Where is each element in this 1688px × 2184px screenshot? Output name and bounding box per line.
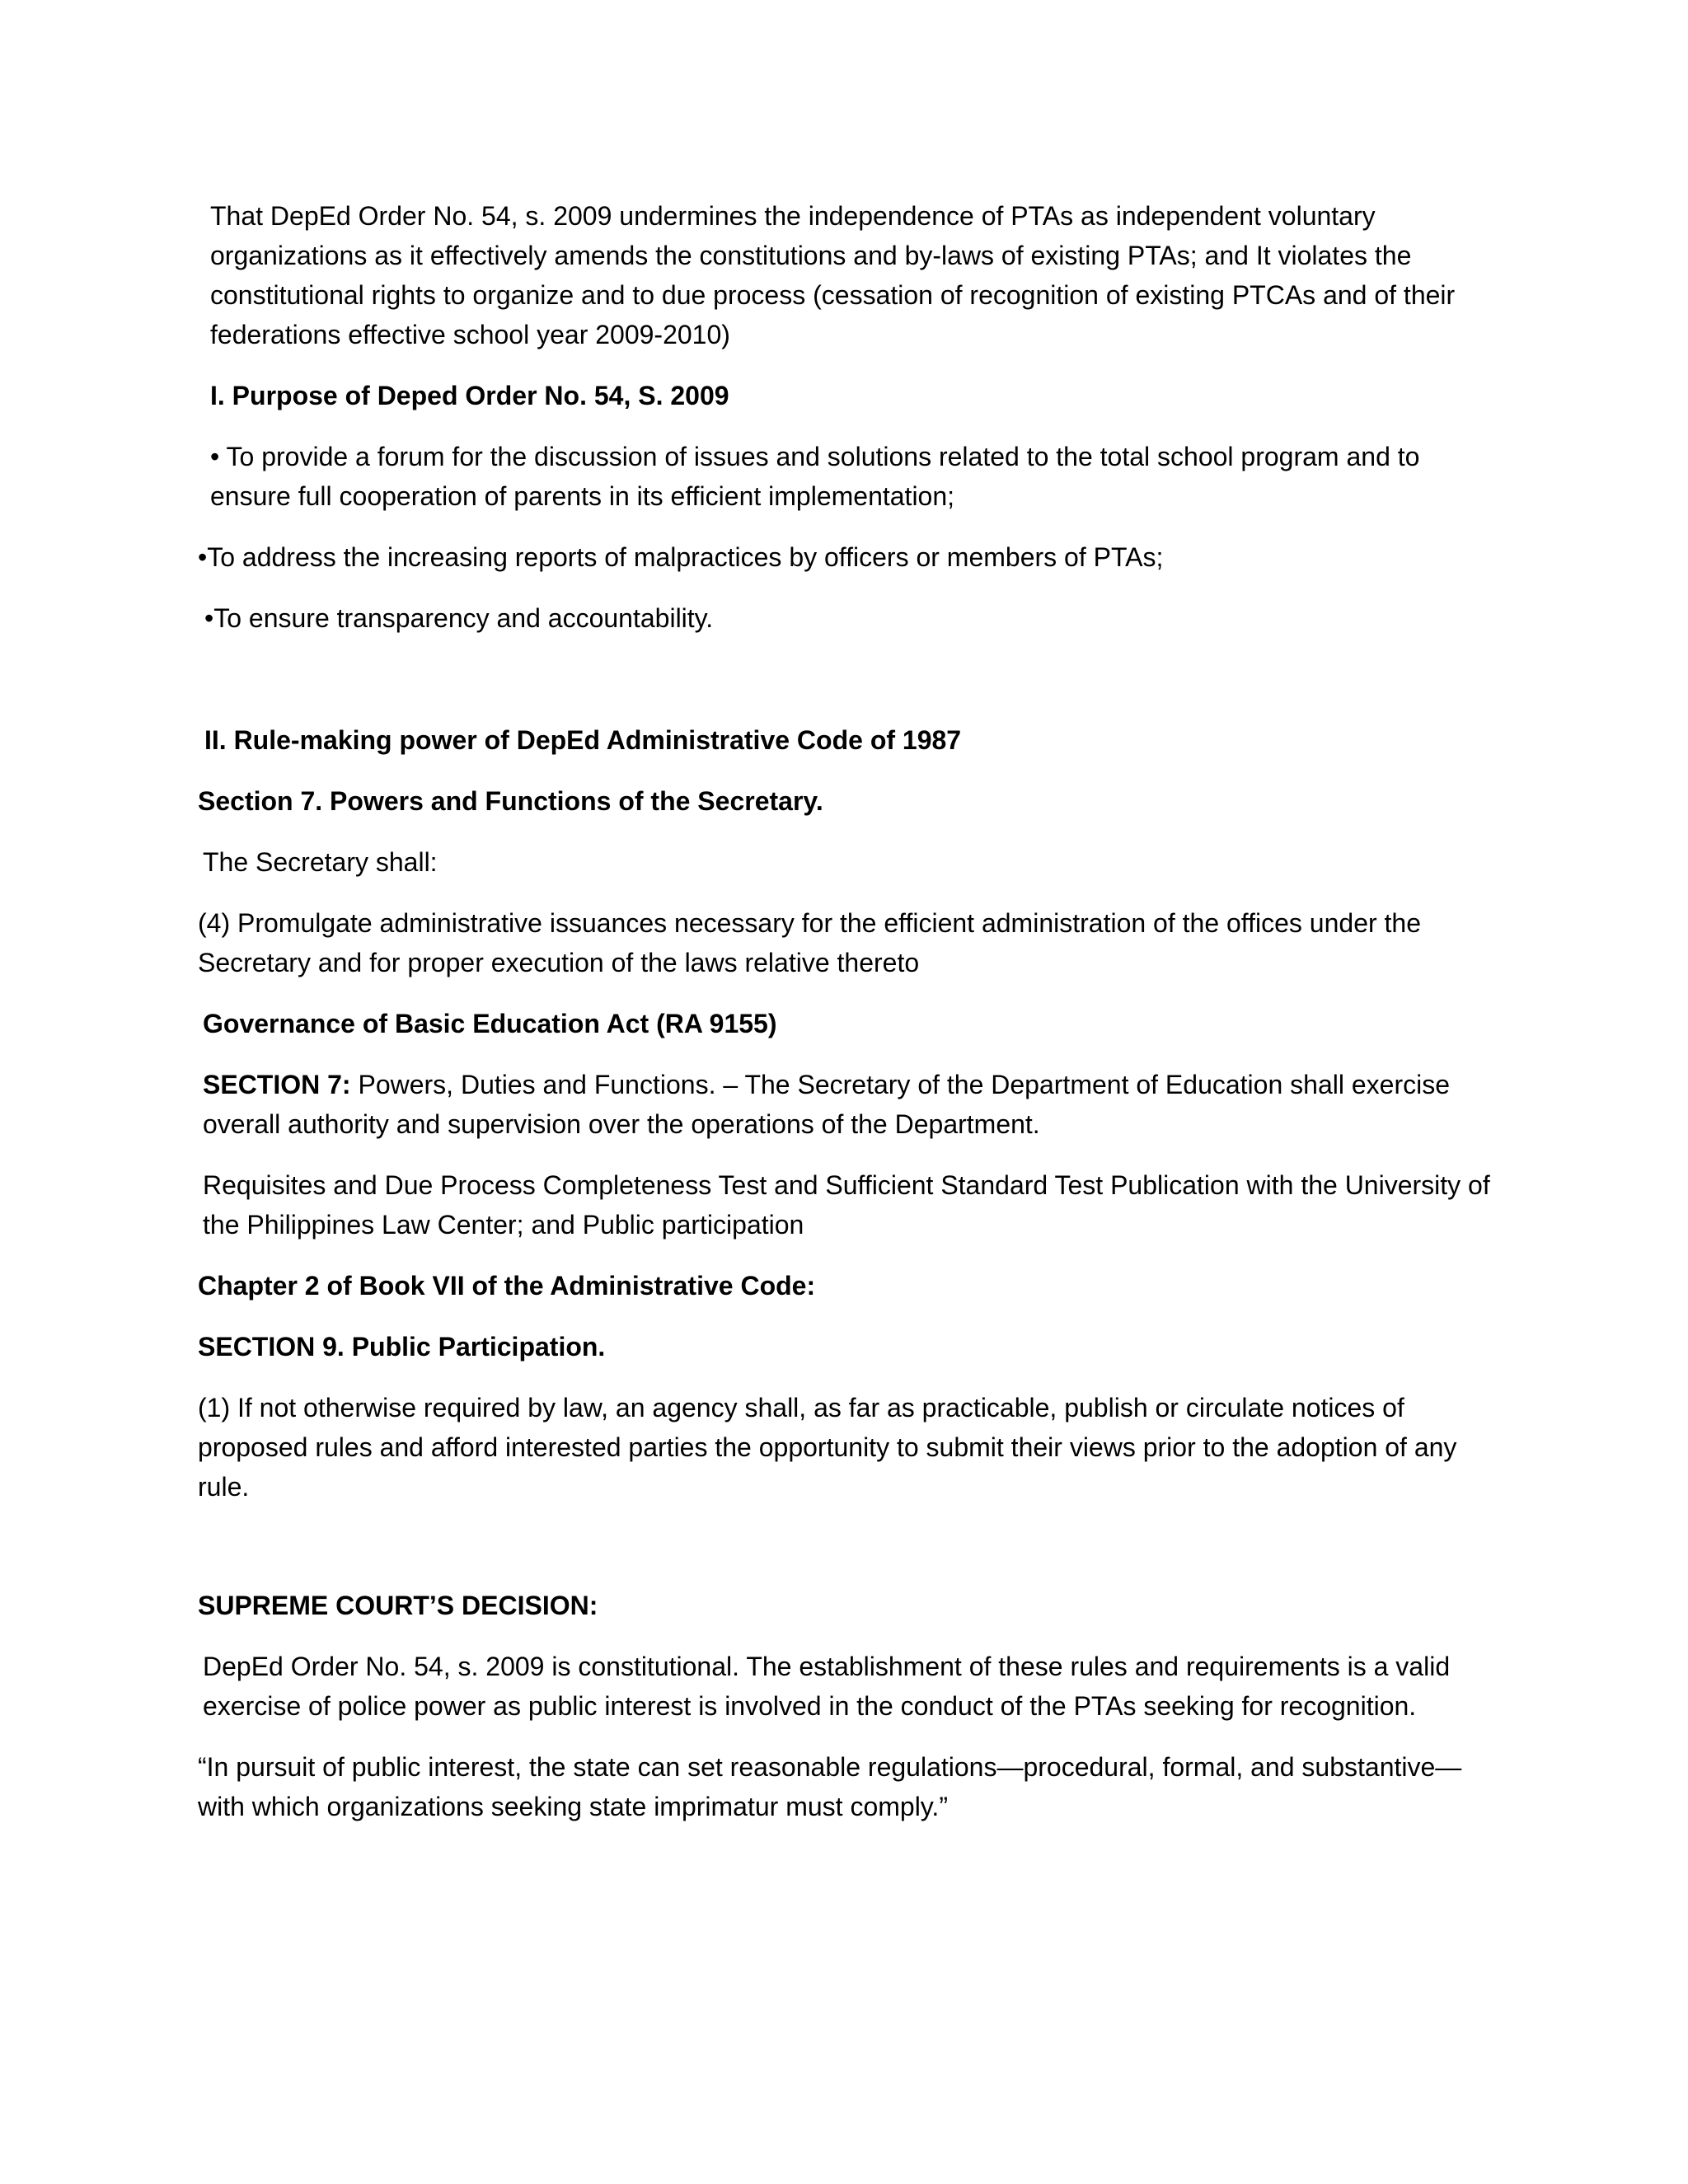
quote-paragraph: “In pursuit of public interest, the state can set reasonable regulations—procedural, formal, and substantive—with which organizations seeking state imprimatur must comply.” — [198, 1752, 1462, 1821]
requisites-paragraph: Requisites and Due Process Completeness Test and Sufficient Standard Test Publication with the University of the Philippines Law Center; and Public participation — [203, 1170, 1490, 1240]
section-7-label: SECTION 7: — [203, 1070, 351, 1099]
secretary-shall-text: The Secretary shall: — [203, 847, 438, 877]
item-4-paragraph: (4) Promulgate administrative issuances necessary for the efficient administration of the offices under the Secretary and for proper execution of the laws relative thereto — [198, 908, 1422, 977]
intro-paragraph: That DepEd Order No. 54, s. 2009 undermines the independence of PTAs as independent voluntary organizations as it effectively amends the constitutions and by-laws of existing PTAs; and It violates the constitutional rights to organize and to due process (cessation of recognition of existing PTCAs and of their federations effective school year 2009-2010) — [210, 201, 1456, 349]
heading-chapter-2: Chapter 2 of Book VII of the Administrative Code: — [198, 1271, 816, 1301]
bullet-item-1: • To provide a forum for the discussion of issues and solutions related to the total school program and to ensure full cooperation of parents in its efficient implementation; — [210, 442, 1420, 511]
bullet-item-3: •To ensure transparency and accountability. — [204, 603, 714, 633]
bullet-item-2: •To address the increasing reports of malpractices by officers or members of PTAs; — [198, 542, 1164, 572]
heading-purpose: I. Purpose of Deped Order No. 54, S. 2009 — [210, 381, 729, 410]
section-7-paragraph — [198, 1065, 1492, 1144]
document-page — [198, 196, 1492, 1848]
heading-supreme-court-decision: SUPREME COURT’S DECISION: — [198, 1591, 598, 1620]
section-7-text: Powers, Duties and Functions. – The Secretary of the Department of Education shall exercise overall authority and supervision over the operations of the Department. — [203, 1070, 1450, 1139]
heading-rule-making: II. Rule-making power of DepEd Administrative Code of 1987 — [204, 725, 962, 755]
item-1-paragraph: (1) If not otherwise required by law, an agency shall, as far as practicable, publish or circulate notices of proposed rules and afford interested parties the opportunity to submit their views prior to the adoption of any rule. — [198, 1393, 1457, 1502]
spacer — [198, 659, 1492, 720]
heading-governance: Governance of Basic Education Act (RA 9155) — [203, 1009, 777, 1038]
heading-section-7: Section 7. Powers and Functions of the Secretary. — [198, 786, 823, 816]
spacer — [198, 1528, 1492, 1586]
decision-paragraph: DepEd Order No. 54, s. 2009 is constitutional. The establishment of these rules and requirements is a valid exercise of police power as public interest is involved in the conduct of the PTAs seeking for recognition. — [203, 1652, 1451, 1721]
heading-section-9: SECTION 9. Public Participation. — [198, 1332, 606, 1361]
